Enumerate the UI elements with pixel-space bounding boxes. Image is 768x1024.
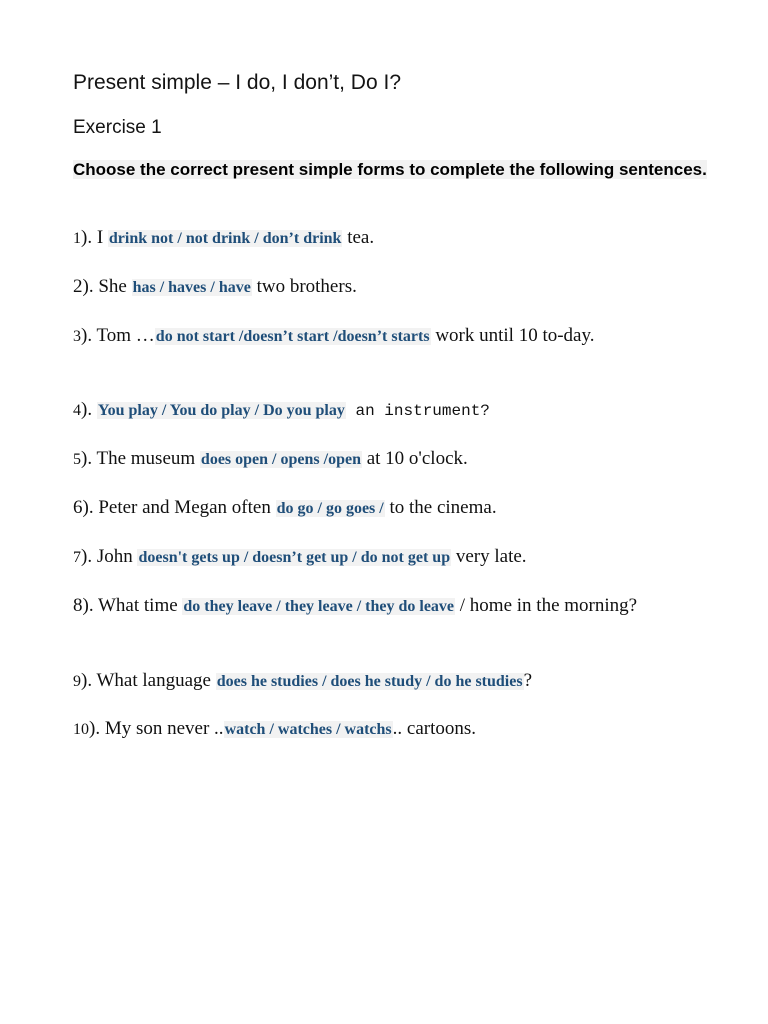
instructions-text: Choose the correct present simple forms to complete the following sentences. (73, 160, 707, 179)
answer-options: do not start /doesn’t start /doesn’t starts (155, 328, 430, 345)
item-number: 10 (73, 721, 89, 738)
answer-options: watch / watches / watchs (224, 721, 392, 738)
answer-options: You play / You do play / Do you play (97, 402, 345, 419)
item-text-after: two brothers. (251, 276, 357, 297)
item-number: 6 (73, 497, 83, 518)
answer-options: does he studies / does he study / do he studies (216, 673, 523, 690)
answer-options: does open / opens /open (200, 451, 361, 468)
item-text-after: work until 10 to-day. (430, 325, 595, 346)
item-text-after: .. cartoons. (392, 718, 477, 739)
item-text-after: an instrument? (345, 402, 490, 420)
item-separator: ). (81, 325, 93, 346)
item-number: 7 (73, 549, 81, 566)
item-text-before: The museum (92, 448, 200, 469)
item-text-before: What time (93, 595, 183, 616)
item-text-before: I (92, 227, 108, 248)
answer-options: drink not / not drink / don’t drink (108, 230, 342, 247)
item-separator: ). (82, 497, 94, 518)
item-text-before: Peter and Megan often (93, 497, 276, 518)
item-separator: ). (81, 546, 93, 567)
item-text-before: Tom … (92, 325, 155, 346)
exercise-item-7 (73, 545, 693, 570)
exercise-item-6 (73, 496, 693, 521)
item-number: 5 (73, 451, 81, 468)
item-text-after: tea. (342, 227, 375, 248)
exercise-item-1 (73, 226, 693, 251)
exercise-item-5 (73, 447, 693, 472)
item-number: 4 (73, 402, 81, 419)
exercise-item-4 (73, 398, 693, 423)
page-title: Present simple – I do, I don’t, Do I? (73, 71, 402, 94)
answer-options: do go / go goes / (276, 500, 384, 517)
item-text-after: at 10 o'clock. (361, 448, 468, 469)
exercise-item-3 (73, 324, 693, 349)
item-number: 1 (73, 230, 81, 247)
item-text-after: ? (523, 670, 532, 691)
item-text-before: She (93, 276, 132, 297)
answer-options: do they leave / they leave / they do leave (183, 598, 455, 615)
answer-options: doesn't gets up / doesn’t get up / do not get up (138, 549, 451, 566)
item-separator: ). (81, 670, 93, 691)
item-text-after: / home in the morning? (455, 595, 638, 616)
exercise-item-2 (73, 275, 693, 300)
exercise-item-8 (73, 594, 693, 619)
answer-options: has / haves / have (132, 279, 251, 296)
item-separator: ). (81, 227, 93, 248)
item-text-before: My son never .. (100, 718, 224, 739)
item-text-before: John (92, 546, 138, 567)
item-separator: ). (82, 276, 94, 297)
item-number: 2 (73, 276, 83, 297)
item-number: 9 (73, 673, 81, 690)
item-separator: ). (81, 399, 93, 420)
instructions (73, 159, 713, 180)
item-number: 8 (73, 595, 83, 616)
exercise-heading: Exercise 1 (73, 117, 162, 138)
item-separator: ). (89, 718, 101, 739)
item-number: 3 (73, 328, 81, 345)
item-separator: ). (81, 448, 93, 469)
exercise-item-10 (73, 717, 693, 742)
item-text-before: What language (92, 670, 216, 691)
item-separator: ). (82, 595, 94, 616)
item-text-after: to the cinema. (384, 497, 497, 518)
exercise-item-9 (73, 669, 693, 694)
item-text-after: very late. (451, 546, 527, 567)
